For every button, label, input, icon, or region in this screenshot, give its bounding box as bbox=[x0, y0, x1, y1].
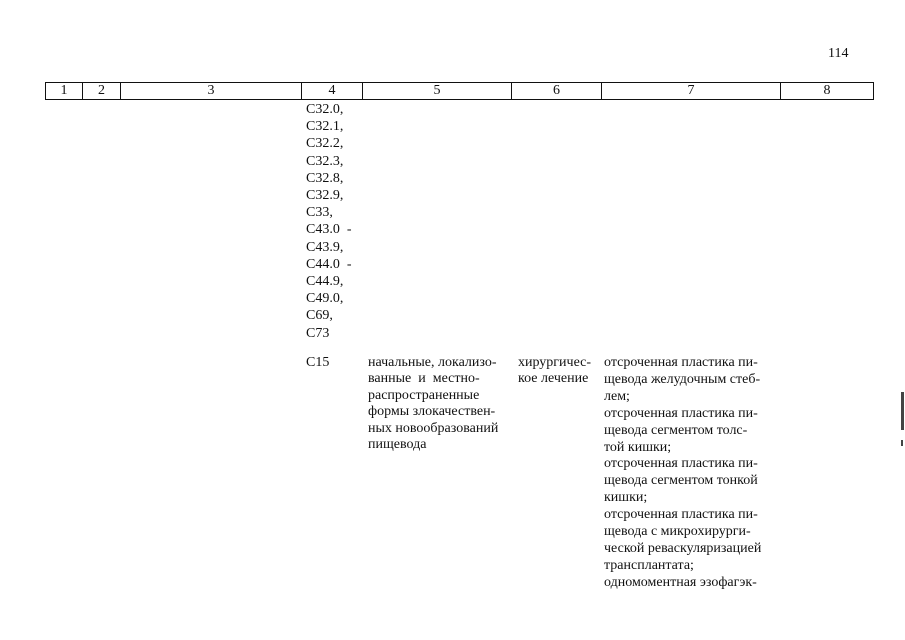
method-line: щевода желудочным стеб- bbox=[604, 371, 761, 387]
icd-code: C69, bbox=[306, 308, 333, 324]
diagnosis-line: ных новообразований bbox=[368, 420, 499, 436]
method-line: одномоментная эзофагэк- bbox=[604, 574, 757, 590]
method-line: отсроченная пластика пи- bbox=[604, 456, 758, 472]
diagnosis-cell bbox=[368, 355, 506, 453]
page-number: 114 bbox=[828, 46, 849, 61]
method-line: кишки; bbox=[604, 490, 648, 506]
method-line: щевода сегментом тонкой bbox=[604, 473, 758, 489]
method-line: отсроченная пластика пи- bbox=[604, 405, 758, 421]
column-number-6: 6 bbox=[512, 83, 602, 100]
treatment-line: кое лечение bbox=[518, 371, 589, 387]
treatment-line: хирургичес- bbox=[518, 355, 592, 370]
diagnosis-line: начальные, локализо- bbox=[368, 355, 497, 370]
scan-edge-mark bbox=[901, 440, 903, 446]
icd-code: C49.0, bbox=[306, 291, 344, 307]
icd-code: C44.9, bbox=[306, 274, 344, 290]
icd-code: C43.0 - bbox=[306, 222, 352, 238]
icd-code: C32.0, bbox=[306, 102, 344, 117]
diagnosis-line: пищевода bbox=[368, 437, 427, 453]
method-line: той кишки; bbox=[604, 439, 672, 455]
icd-code: C32.8, bbox=[306, 170, 344, 186]
method-line: ческой реваскуляризацией bbox=[604, 540, 762, 556]
method-line: щевода с микрохирурги- bbox=[604, 524, 751, 540]
icd-code: C32.2, bbox=[306, 136, 344, 152]
icd-code: C44.0 - bbox=[306, 256, 352, 272]
row-icd-code: C15 bbox=[306, 355, 330, 370]
column-number-8: 8 bbox=[781, 83, 874, 100]
diagnosis-line: ванные и местно- bbox=[368, 371, 480, 387]
icd-code: C32.9, bbox=[306, 188, 344, 204]
icd-code: C32.3, bbox=[306, 153, 344, 169]
column-number-4: 4 bbox=[302, 83, 363, 100]
column-number-2: 2 bbox=[83, 83, 121, 100]
method-line: отсроченная пластика пи- bbox=[604, 507, 758, 523]
column-number-7: 7 bbox=[602, 83, 781, 100]
column-number-3: 3 bbox=[121, 83, 302, 100]
diagnosis-line: формы злокачествен- bbox=[368, 404, 496, 420]
icd-code: C32.1, bbox=[306, 119, 344, 135]
icd-codes-list bbox=[306, 101, 352, 342]
method-line: отсроченная пластика пи- bbox=[604, 355, 758, 370]
icd-code: C73 bbox=[306, 325, 330, 341]
icd-code: C33, bbox=[306, 205, 333, 221]
method-line: лем; bbox=[604, 388, 630, 404]
scan-edge-mark bbox=[901, 392, 904, 430]
method-line: щевода сегментом толс- bbox=[604, 422, 748, 438]
treatment-methods-cell bbox=[604, 355, 776, 592]
column-number-1: 1 bbox=[46, 83, 83, 100]
column-number-5: 5 bbox=[363, 83, 512, 100]
treatment-type-cell bbox=[518, 355, 596, 388]
method-line: трансплантата; bbox=[604, 557, 694, 573]
diagnosis-line: распространенные bbox=[368, 387, 480, 403]
icd-code: C43.9, bbox=[306, 239, 344, 255]
column-number-header bbox=[45, 82, 874, 100]
